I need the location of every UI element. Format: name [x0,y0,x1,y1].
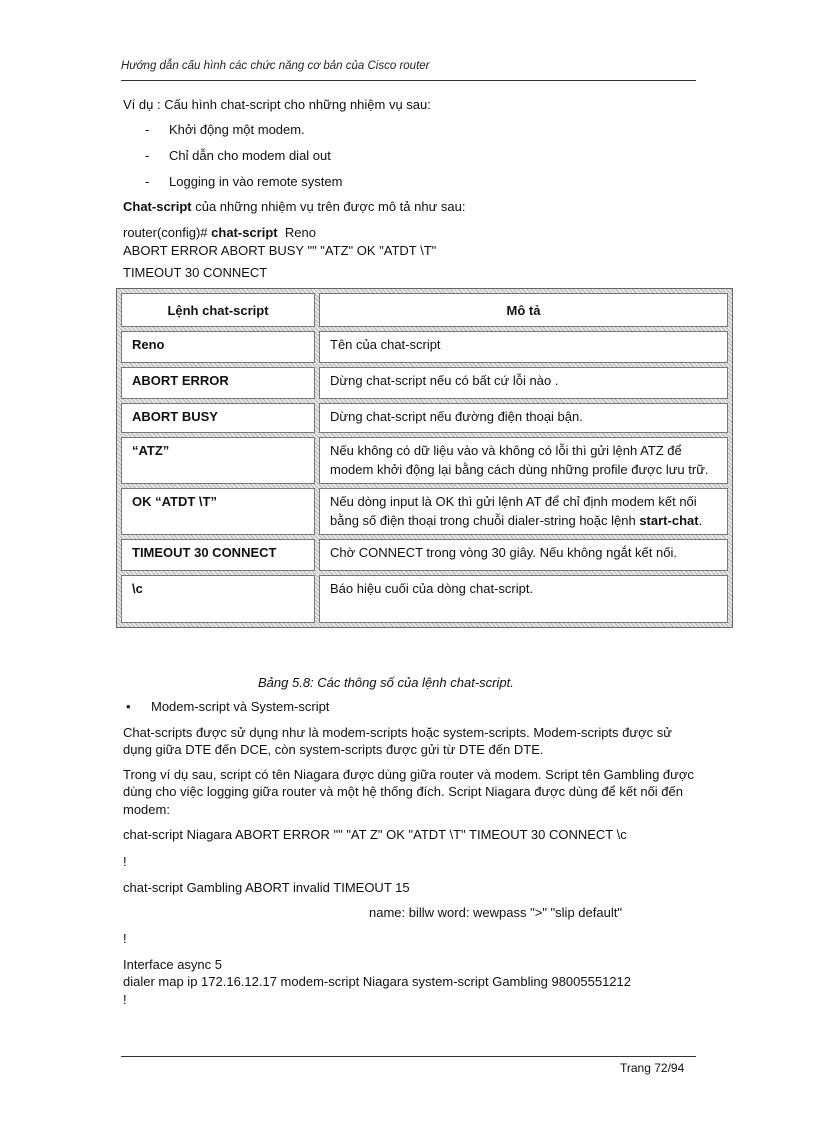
table-caption: Bảng 5.8: Các thông số của lệnh chat-script. [258,675,514,690]
header-divider [121,80,696,81]
cell-description: Chờ CONNECT trong vòng 30 giây. Nếu không ngắt kết nối. [319,539,728,571]
table-row [121,367,728,399]
cell-description: Tên của chat-script [319,331,728,363]
code-line: dialer map ip 172.16.12.17 modem-script Niagara system-script Gambling 98005551212 [123,974,631,989]
cell-description: Nếu không có dữ liệu vào và không có lỗi thì gửi lệnh ATZ để modem khởi động lại bằng cách dùng những profile được lưu trữ. [319,437,728,484]
code-line: ! [123,991,127,1007]
table-row [121,575,728,623]
code-line: ! [123,853,127,869]
cell-command: Reno [121,331,315,363]
table-row [121,539,728,571]
column-header-description: Mô tả [319,293,728,327]
cell-command: ABORT BUSY [121,403,315,433]
footer-divider [121,1056,696,1057]
code-line: name: billw word: wewpass ">" "slip default" [369,904,622,920]
list-item: - Logging in vào remote system [145,174,343,189]
cell-command: “ATZ” [121,437,315,484]
cell-command: \c [121,575,315,623]
bold-term: Chat-script [123,199,192,214]
page-number: Trang 72/94 [620,1061,685,1075]
cell-command: ABORT ERROR [121,367,315,399]
cell-command: OK “ATDT \T” [121,488,315,535]
bold-command: start-chat [639,512,699,528]
table-row [121,488,728,535]
command-line-1 [123,224,703,242]
description-end: . [698,512,703,528]
cell-description: Dừng chat-script nếu đường điện thoại bận. [319,403,728,433]
code-line: Interface async 5 [123,956,222,972]
description-text: Nếu dòng input là OK thì gửi lệnh AT để chỉ định modem kết nối bằng số điện thoại trong chuỗi dialer-string hoặc lệnh [330,494,697,528]
cell-description: Báo hiệu cuối của dòng chat-script. [319,575,728,623]
page-header: Hướng dẫn cấu hình các chức năng cơ bản của Cisco router [121,60,430,72]
cmd-prefix: router(config)# [123,225,212,240]
task-text: Chỉ dẫn cho modem dial out [169,148,331,163]
paragraph: Trong ví dụ sau, script có tên Niagara được dùng giữa router và modem. Script tên Gambling được dùng cho việc logging giữa router và một hệ thống đích. Script Niagara được dùng để kết nối đến modem: [123,766,694,817]
list-item: - Chỉ dẫn cho modem dial out [145,148,331,163]
paragraph: Chat-scripts được sử dụng như là modem-scripts hoặc system-scripts. Modem-scripts được sử dụng giữa DTE đến DCE, còn system-scripts được gửi từ DTE đến DTE. [123,724,672,757]
cmd-keyword: chat-script [211,225,278,240]
cell-description [319,488,728,535]
chat-script-table [116,288,733,628]
task-text: Logging in vào remote system [169,174,343,189]
code-line: chat-script Niagara ABORT ERROR "" "AT Z" OK "ATDT \T" TIMEOUT 30 CONNECT \c [123,827,627,842]
column-header-command: Lệnh chat-script [121,293,315,327]
task-text: Khởi động một modem. [169,122,305,137]
intro-section [123,96,703,282]
cell-command: TIMEOUT 30 CONNECT [121,539,315,571]
bullet-text: Modem-script và System-script [151,699,330,714]
modem-script-section [123,698,703,1008]
table-header-row [121,293,728,327]
description-line [123,198,703,216]
table-row [121,331,728,363]
list-item: - Khởi động một modem. [145,122,305,137]
table-row [121,437,728,484]
description-text: của những nhiệm vụ trên được mô tả như sau: [191,199,466,214]
example-line: Ví dụ : Cấu hình chat-script cho những nhiệm vụ sau: [123,97,431,112]
command-line-3: TIMEOUT 30 CONNECT [123,265,268,280]
task-list [123,121,703,191]
table-row [121,403,728,433]
command-line-2: ABORT ERROR ABORT BUSY "" "ATZ" OK "ATDT \T" [123,243,437,258]
bullet-icon: • [126,699,131,714]
code-line: chat-script Gambling ABORT invalid TIMEOUT 15 [123,880,410,895]
list-item [123,698,703,716]
cell-description: Dừng chat-script nếu có bất cứ lỗi nào . [319,367,728,399]
cmd-arg: Reno [277,225,316,240]
code-line: ! [123,931,127,946]
